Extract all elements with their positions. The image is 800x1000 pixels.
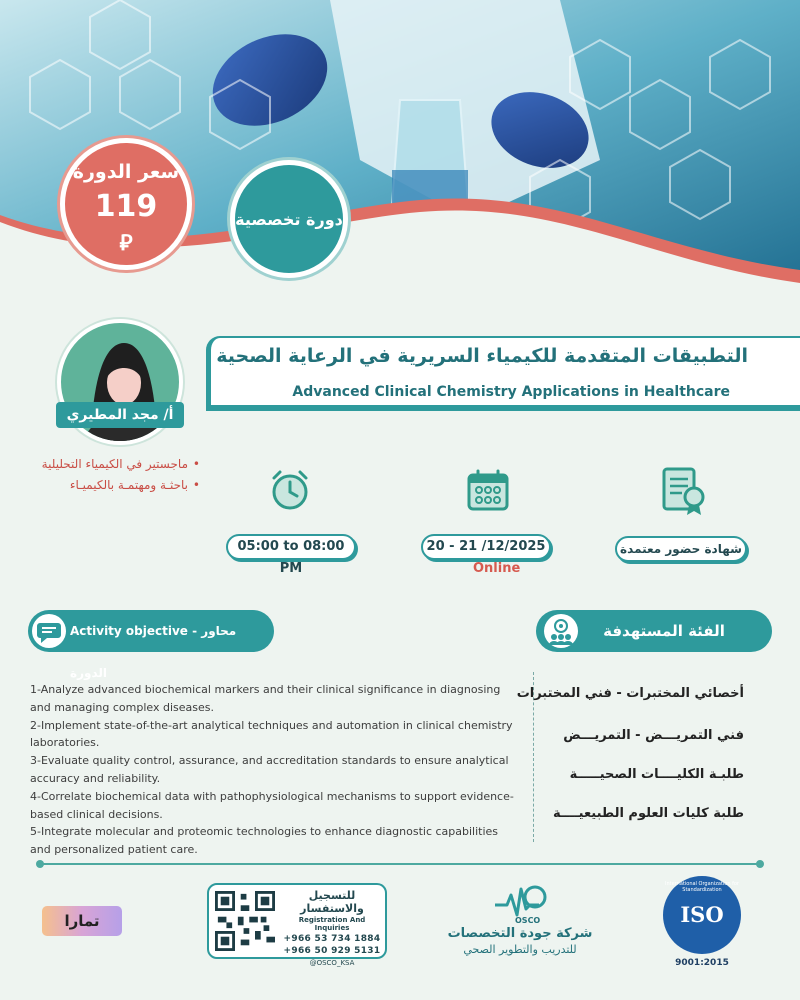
audience-header bbox=[536, 610, 772, 652]
phone-number[interactable]: +966 50 929 5131 bbox=[283, 946, 381, 956]
iso-logo bbox=[663, 876, 741, 954]
chat-bubble-icon bbox=[32, 614, 66, 648]
contact-card bbox=[207, 883, 387, 967]
phone-number[interactable]: +966 53 734 1884 bbox=[283, 934, 381, 944]
contact-title-arabic: للتسجيل والاستفسار bbox=[300, 889, 364, 915]
contact-info bbox=[281, 889, 383, 967]
course-title-bar bbox=[206, 336, 800, 411]
audience-item: طلبة كليات العلوم الطبيعيــــة bbox=[552, 806, 744, 821]
osco-mark: OSCO bbox=[515, 916, 541, 925]
iso-standard-number: 9001:2015 bbox=[675, 958, 729, 968]
course-title-english: Advanced Clinical Chemistry Applications in Healthcare bbox=[292, 384, 730, 400]
qualification-item: • باحثـة ومهتمـة بالكيميـاء bbox=[40, 478, 200, 492]
audience-item: فني التمريـــض - التمريـــض bbox=[563, 728, 744, 743]
course-title-arabic: التطبيقات المتقدمة للكيمياء السريرية في الرعاية الصحية bbox=[216, 345, 748, 367]
osco-logo-icon bbox=[493, 883, 551, 925]
objective-item: 5-Integrate molecular and proteomic technologies to enhance diagnostic capabilities and personalized patient care. bbox=[30, 825, 499, 857]
price-value: 119 bbox=[94, 189, 158, 224]
price-badge bbox=[60, 138, 192, 270]
qualification-item: • ماجستير في الكيمياء التحليلية bbox=[40, 457, 200, 471]
social-handle[interactable]: @OSCO_KSA bbox=[309, 959, 355, 967]
date-pill: 20 - 21 /12/2025 bbox=[421, 534, 551, 560]
audience-header-label: الفئة المستهدفة bbox=[603, 622, 725, 640]
riyal-currency-icon: ⃁ bbox=[119, 231, 133, 256]
certificate-pill: شهادة حضور معتمدة bbox=[615, 536, 747, 562]
contact-title-english: Registration And Inquiries bbox=[298, 916, 366, 932]
objective-item: 4-Correlate biochemical data with pathophysiological mechanisms to support evidence- based clinical decisions. bbox=[30, 789, 514, 821]
qr-code-icon[interactable] bbox=[215, 891, 275, 951]
iso-ring-text: International Organization for Standardization bbox=[665, 881, 739, 893]
instructor-qualifications bbox=[40, 457, 200, 499]
objectives-header bbox=[28, 610, 274, 680]
objective-item: 2-Implement state-of-the-art analytical techniques and automation in clinical chemistry laboratories. bbox=[30, 718, 513, 750]
tamara-logo: تمارا bbox=[42, 906, 122, 936]
iso-text: ISO bbox=[680, 902, 724, 927]
company-name: شركة جودة التخصصات bbox=[447, 926, 593, 941]
footer-divider bbox=[40, 863, 760, 865]
audience-item: طلبـة الكليــــات الصحيـــــة bbox=[569, 767, 744, 782]
company-subtitle: للتدريب والتطوير الصحي bbox=[463, 943, 577, 956]
objectives-header-label: Activity objective - محاور الدورة bbox=[70, 624, 237, 680]
instructor-name: أ/ مجد المطيري bbox=[56, 402, 184, 428]
course-type-badge: دورة تخصصية bbox=[230, 160, 348, 278]
certificate-icon bbox=[660, 465, 708, 517]
objective-item: 3-Evaluate quality control, assurance, and accreditation standards to ensure analytical accuracy and reliability. bbox=[30, 754, 509, 785]
time-pill: 05:00 to 08:00 PM bbox=[226, 534, 356, 560]
alarm-clock-icon bbox=[268, 468, 312, 512]
calendar-icon bbox=[465, 467, 511, 513]
target-audience-icon bbox=[544, 614, 578, 648]
audience-item: أخصائي المختبرات - فني المختبرات bbox=[516, 686, 744, 701]
delivery-mode: Online bbox=[473, 561, 521, 576]
objective-item: 1-Analyze advanced biochemical markers and their clinical significance in diagnosing and managing complex diseases. bbox=[30, 683, 501, 714]
hero-banner bbox=[0, 0, 800, 300]
objectives-list bbox=[30, 681, 520, 859]
price-label: سعر الدورة bbox=[72, 161, 180, 183]
